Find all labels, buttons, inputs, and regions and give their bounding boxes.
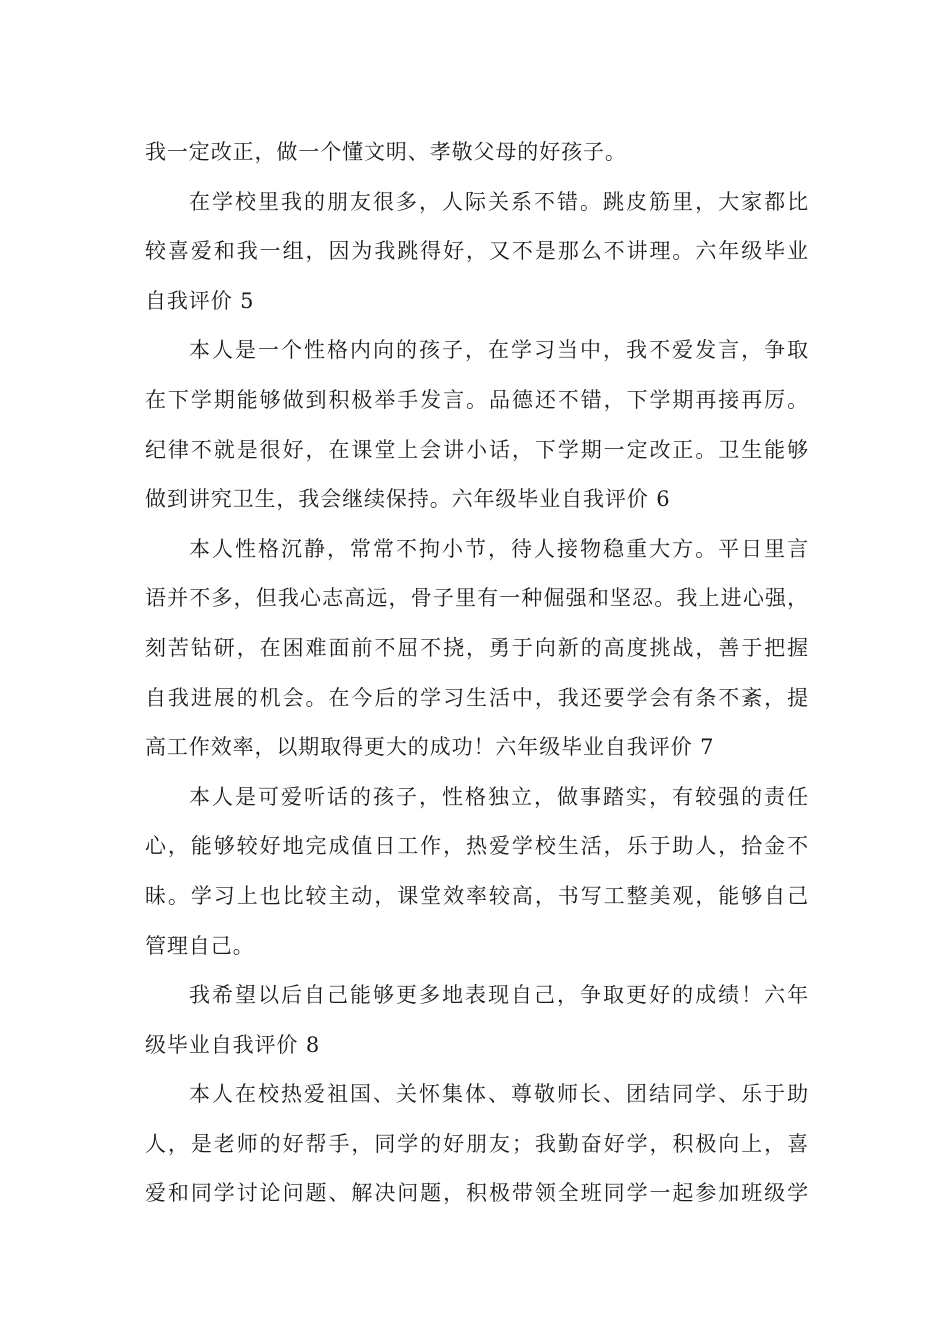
paragraph-first-line: 在学校里我的朋友很多，人际关系不错。跳皮筋里，大家都比 — [189, 189, 809, 214]
text-line: 高工作效率，以期取得更大的成功！六年级毕业自我评价 7 — [145, 735, 715, 760]
text-line: 级毕业自我评价 8 — [145, 1032, 321, 1057]
text-line: 自我进展的机会。在今后的学习生活中，我还要学会有条不紊，提 — [145, 685, 809, 710]
text-line: 管理自己。 — [145, 933, 255, 958]
paragraph-first-line: 本人是可爱听话的孩子，性格独立，做事踏实，有较强的责任 — [189, 784, 809, 809]
paragraph-first-line: 本人在校热爱祖国、关怀集体、尊敬师长、团结同学、乐于助 — [189, 1082, 809, 1107]
text-line: 爱和同学讨论问题、解决问题，积极带领全班同学一起参加班级学 — [145, 1181, 809, 1206]
paragraph-first-line: 本人性格沉静，常常不拘小节，待人接物稳重大方。平日里言 — [189, 536, 809, 561]
text-line: 在下学期能够做到积极举手发言。品德还不错，下学期再接再厉。 — [145, 387, 809, 412]
paragraph-first-line: 本人是一个性格内向的孩子，在学习当中，我不爱发言，争取 — [189, 338, 809, 363]
document-body — [145, 128, 809, 1219]
text-line: 纪律不就是很好，在课堂上会讲小话，下学期一定改正。卫生能够 — [145, 437, 809, 462]
text-line: 心，能够较好地完成值日工作，热爱学校生活，乐于助人，拾金不 — [145, 834, 809, 859]
text-line: 刻苦钻研，在困难面前不屈不挠，勇于向新的高度挑战，善于把握 — [145, 635, 809, 660]
text-line: 自我评价 5 — [145, 288, 255, 313]
paragraph-first-line: 我希望以后自己能够更多地表现自己，争取更好的成绩！六年 — [189, 983, 809, 1008]
text-line: 人，是老师的好帮手，同学的好朋友；我勤奋好学，积极向上，喜 — [145, 1131, 809, 1156]
text-line: 我一定改正，做一个懂文明、孝敬父母的好孩子。 — [145, 140, 627, 164]
text-line: 做到讲究卫生，我会继续保持。六年级毕业自我评价 6 — [145, 487, 671, 512]
text-line: 较喜爱和我一组，因为我跳得好，又不是那么不讲理。六年级毕业 — [145, 239, 809, 264]
text-line: 语并不多，但我心志高远，骨子里有一种倔强和坚忍。我上进心强， — [145, 586, 809, 611]
text-line: 昧。学习上也比较主动，课堂效率较高，书写工整美观，能够自己 — [145, 883, 809, 908]
